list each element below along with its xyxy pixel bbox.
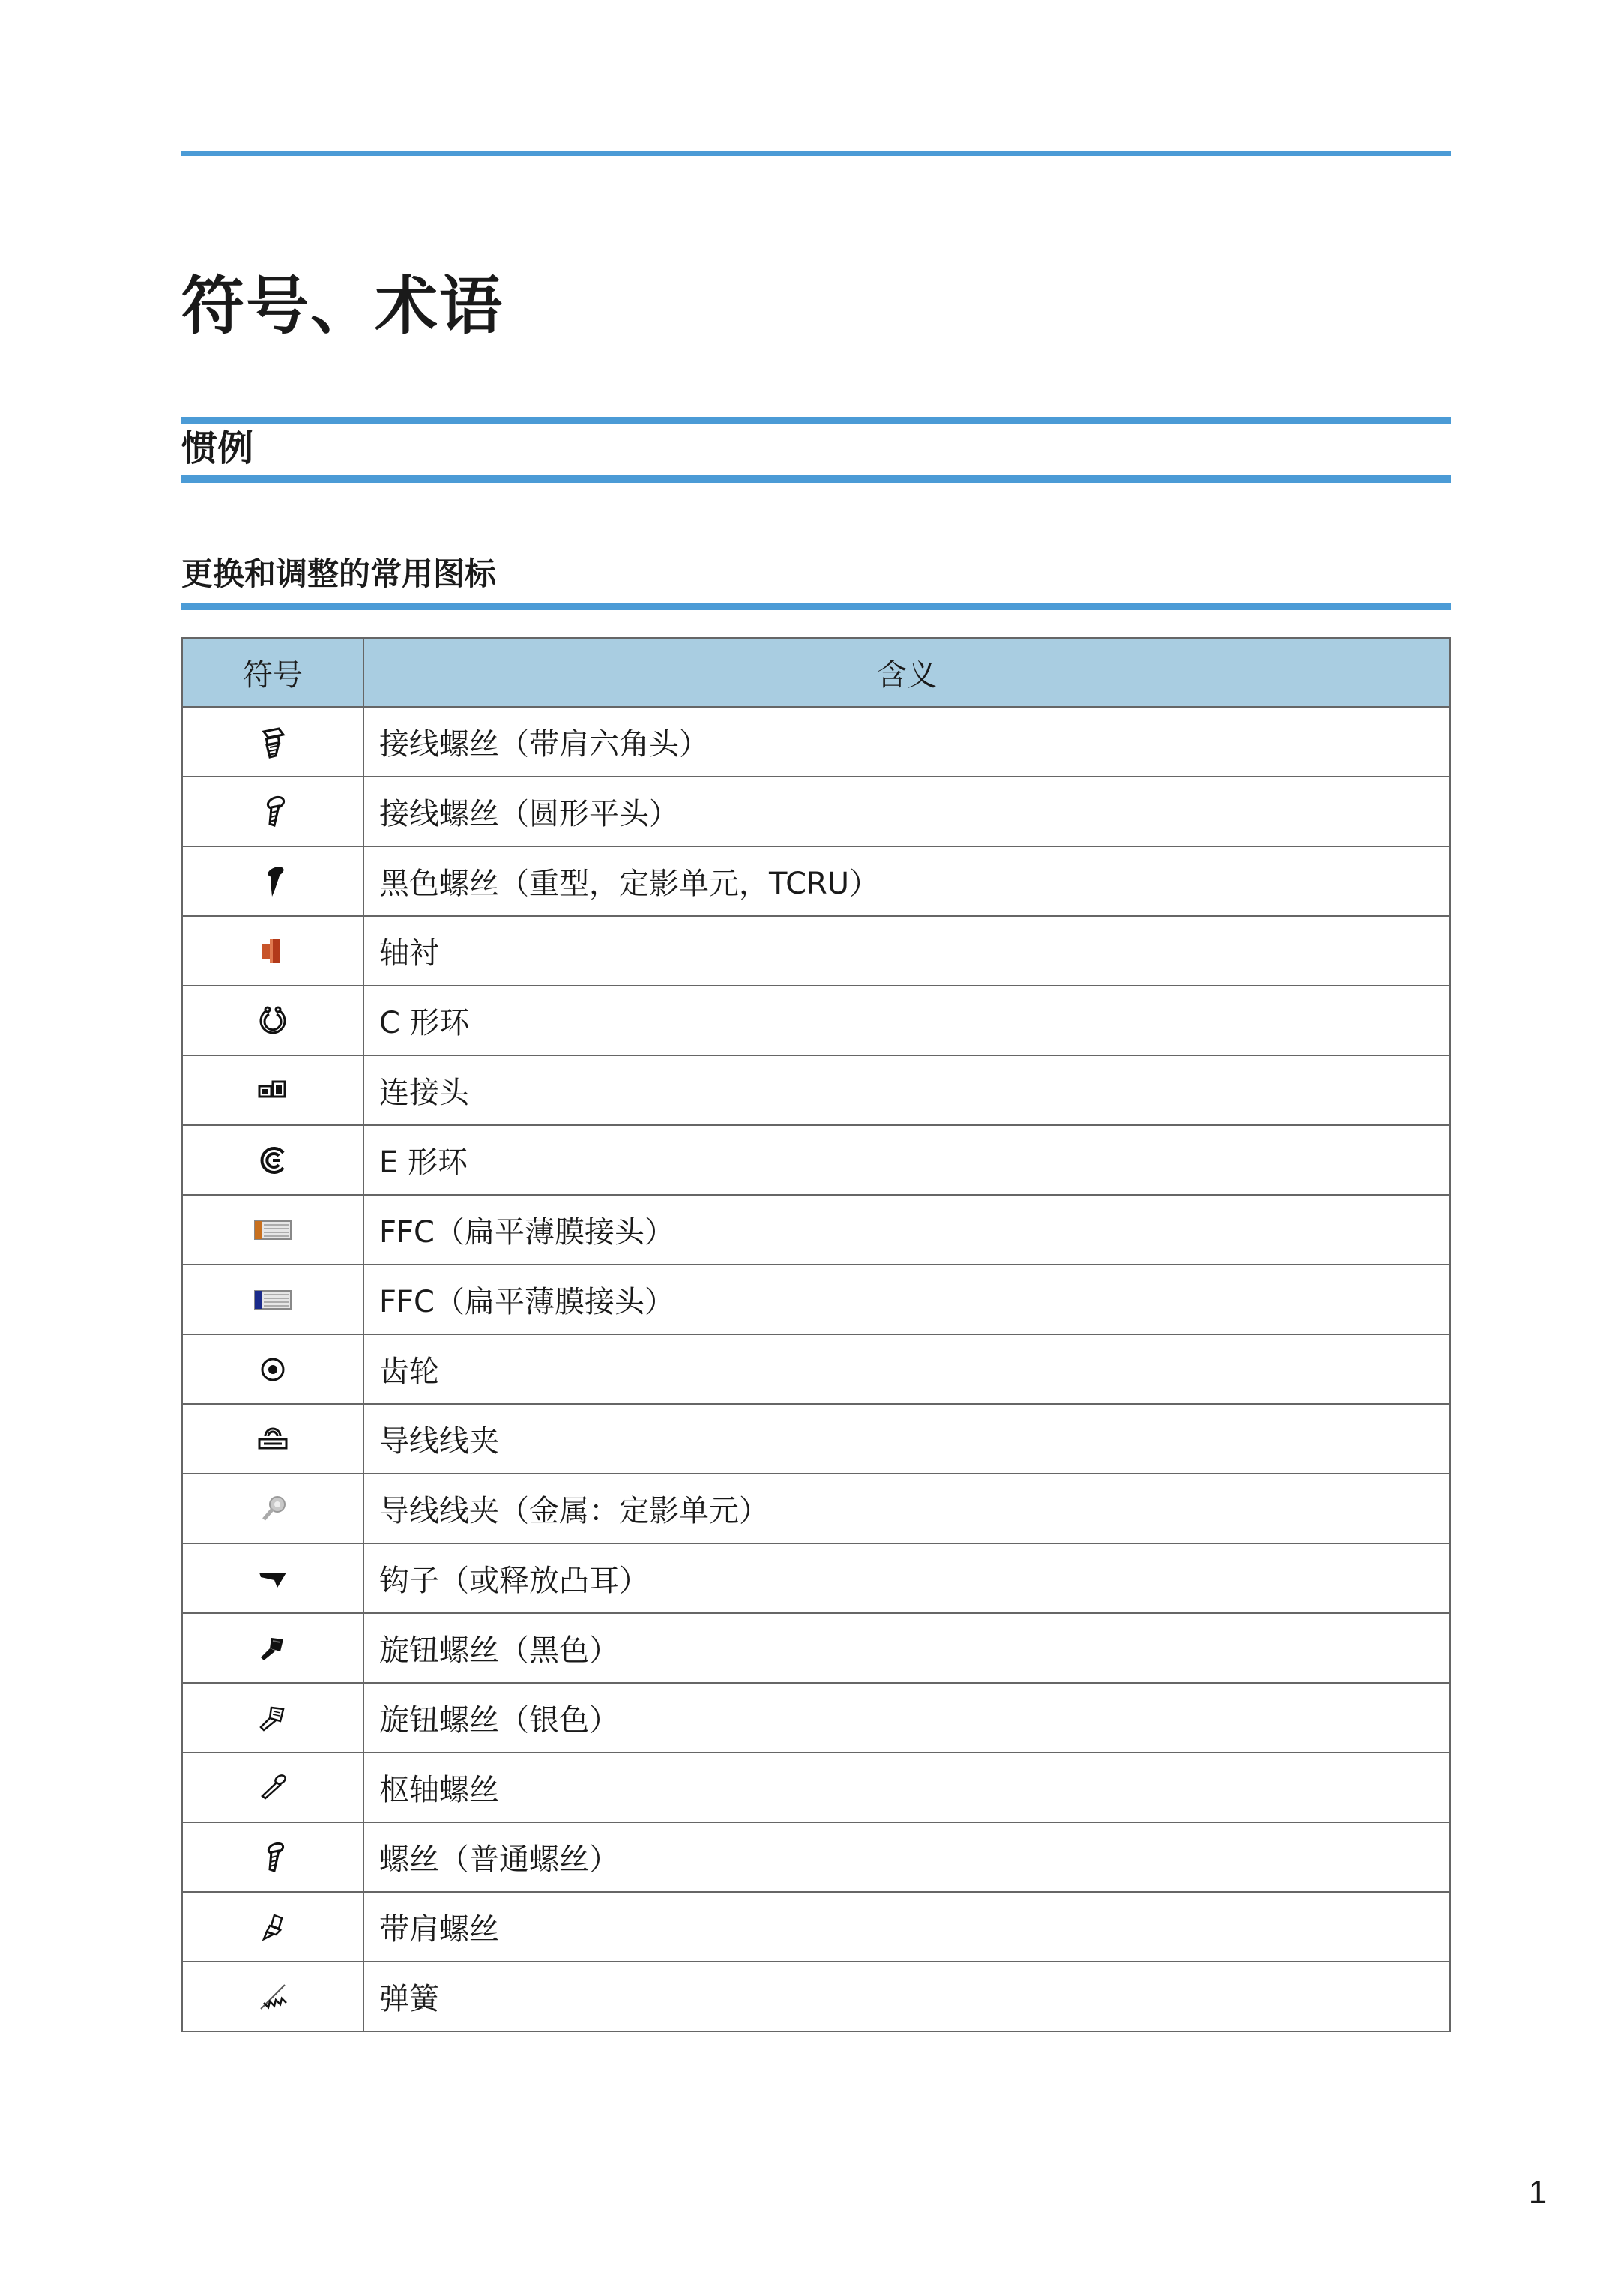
row-meaning: 黑色螺丝（重型，定影单元，TCRU） (363, 846, 1450, 916)
row-meaning: 旋钮螺丝（银色） (363, 1683, 1450, 1753)
wire-clamp-icon (182, 1404, 363, 1474)
table-row (182, 1265, 1450, 1334)
pivot-screw-icon (182, 1753, 363, 1822)
ffc-orange-icon (182, 1195, 363, 1265)
table-row (182, 777, 1450, 846)
c-ring-icon (182, 986, 363, 1055)
row-meaning: 导线线夹（金属：定影单元） (363, 1474, 1450, 1543)
row-meaning: 轴衬 (363, 916, 1450, 986)
row-meaning: E 形环 (363, 1125, 1450, 1195)
table-row (182, 1822, 1450, 1892)
icon-legend-table (181, 637, 1451, 2032)
row-meaning: C 形环 (363, 986, 1450, 1055)
row-meaning: FFC（扁平薄膜接头） (363, 1265, 1450, 1334)
table-row (182, 916, 1450, 986)
subsection-rule (181, 603, 1451, 610)
subsection-title: 更换和调整的常用图标 (181, 555, 497, 592)
table-row (182, 1892, 1450, 1962)
table-row (182, 1334, 1450, 1404)
row-meaning: 齿轮 (363, 1334, 1450, 1404)
e-ring-icon (182, 1125, 363, 1195)
section-rule-bottom (181, 475, 1451, 483)
bushing-icon (182, 916, 363, 986)
table-row (182, 1962, 1450, 2031)
top-rule (181, 151, 1451, 156)
section-title: 惯例 (181, 427, 254, 469)
row-meaning: 旋钮螺丝（黑色） (363, 1613, 1450, 1683)
gear-icon (182, 1334, 363, 1404)
table-row (182, 1125, 1450, 1195)
row-meaning: 枢轴螺丝 (363, 1753, 1450, 1822)
table-row (182, 986, 1450, 1055)
metal-wire-clamp-icon (182, 1474, 363, 1543)
ffc-blue-icon (182, 1265, 363, 1334)
knob-screw-black-icon (182, 1613, 363, 1683)
header-symbol: 符号 (182, 638, 363, 707)
table-row (182, 1753, 1450, 1822)
table-row (182, 1404, 1450, 1474)
hook-icon (182, 1543, 363, 1613)
table-row (182, 707, 1450, 777)
page-number: 1 (1528, 2174, 1548, 2211)
table-row (182, 1195, 1450, 1265)
row-meaning: 接线螺丝（带肩六角头） (363, 707, 1450, 777)
table-row (182, 1613, 1450, 1683)
knob-screw-silver-icon (182, 1683, 363, 1753)
table-row (182, 1543, 1450, 1613)
row-meaning: FFC（扁平薄膜接头） (363, 1195, 1450, 1265)
row-meaning: 螺丝（普通螺丝） (363, 1822, 1450, 1892)
header-meaning: 含义 (363, 638, 1450, 707)
table-row (182, 1683, 1450, 1753)
connector-icon (182, 1055, 363, 1125)
round-flat-screw-icon (182, 777, 363, 846)
shoulder-screw-icon (182, 1892, 363, 1962)
screw-icon (182, 1822, 363, 1892)
row-meaning: 导线线夹 (363, 1404, 1450, 1474)
spring-icon (182, 1962, 363, 2031)
page-title: 符号、术语 (181, 269, 504, 343)
row-meaning: 钩子（或释放凸耳） (363, 1543, 1450, 1613)
table-row (182, 1474, 1450, 1543)
table-row (182, 1055, 1450, 1125)
row-meaning: 连接头 (363, 1055, 1450, 1125)
black-screw-icon (182, 846, 363, 916)
row-meaning: 接线螺丝（圆形平头） (363, 777, 1450, 846)
shoulder-hex-screw-icon (182, 707, 363, 777)
row-meaning: 弹簧 (363, 1962, 1450, 2031)
section-rule-top (181, 417, 1451, 424)
table-row (182, 846, 1450, 916)
row-meaning: 带肩螺丝 (363, 1892, 1450, 1962)
table-header-row (182, 638, 1450, 707)
